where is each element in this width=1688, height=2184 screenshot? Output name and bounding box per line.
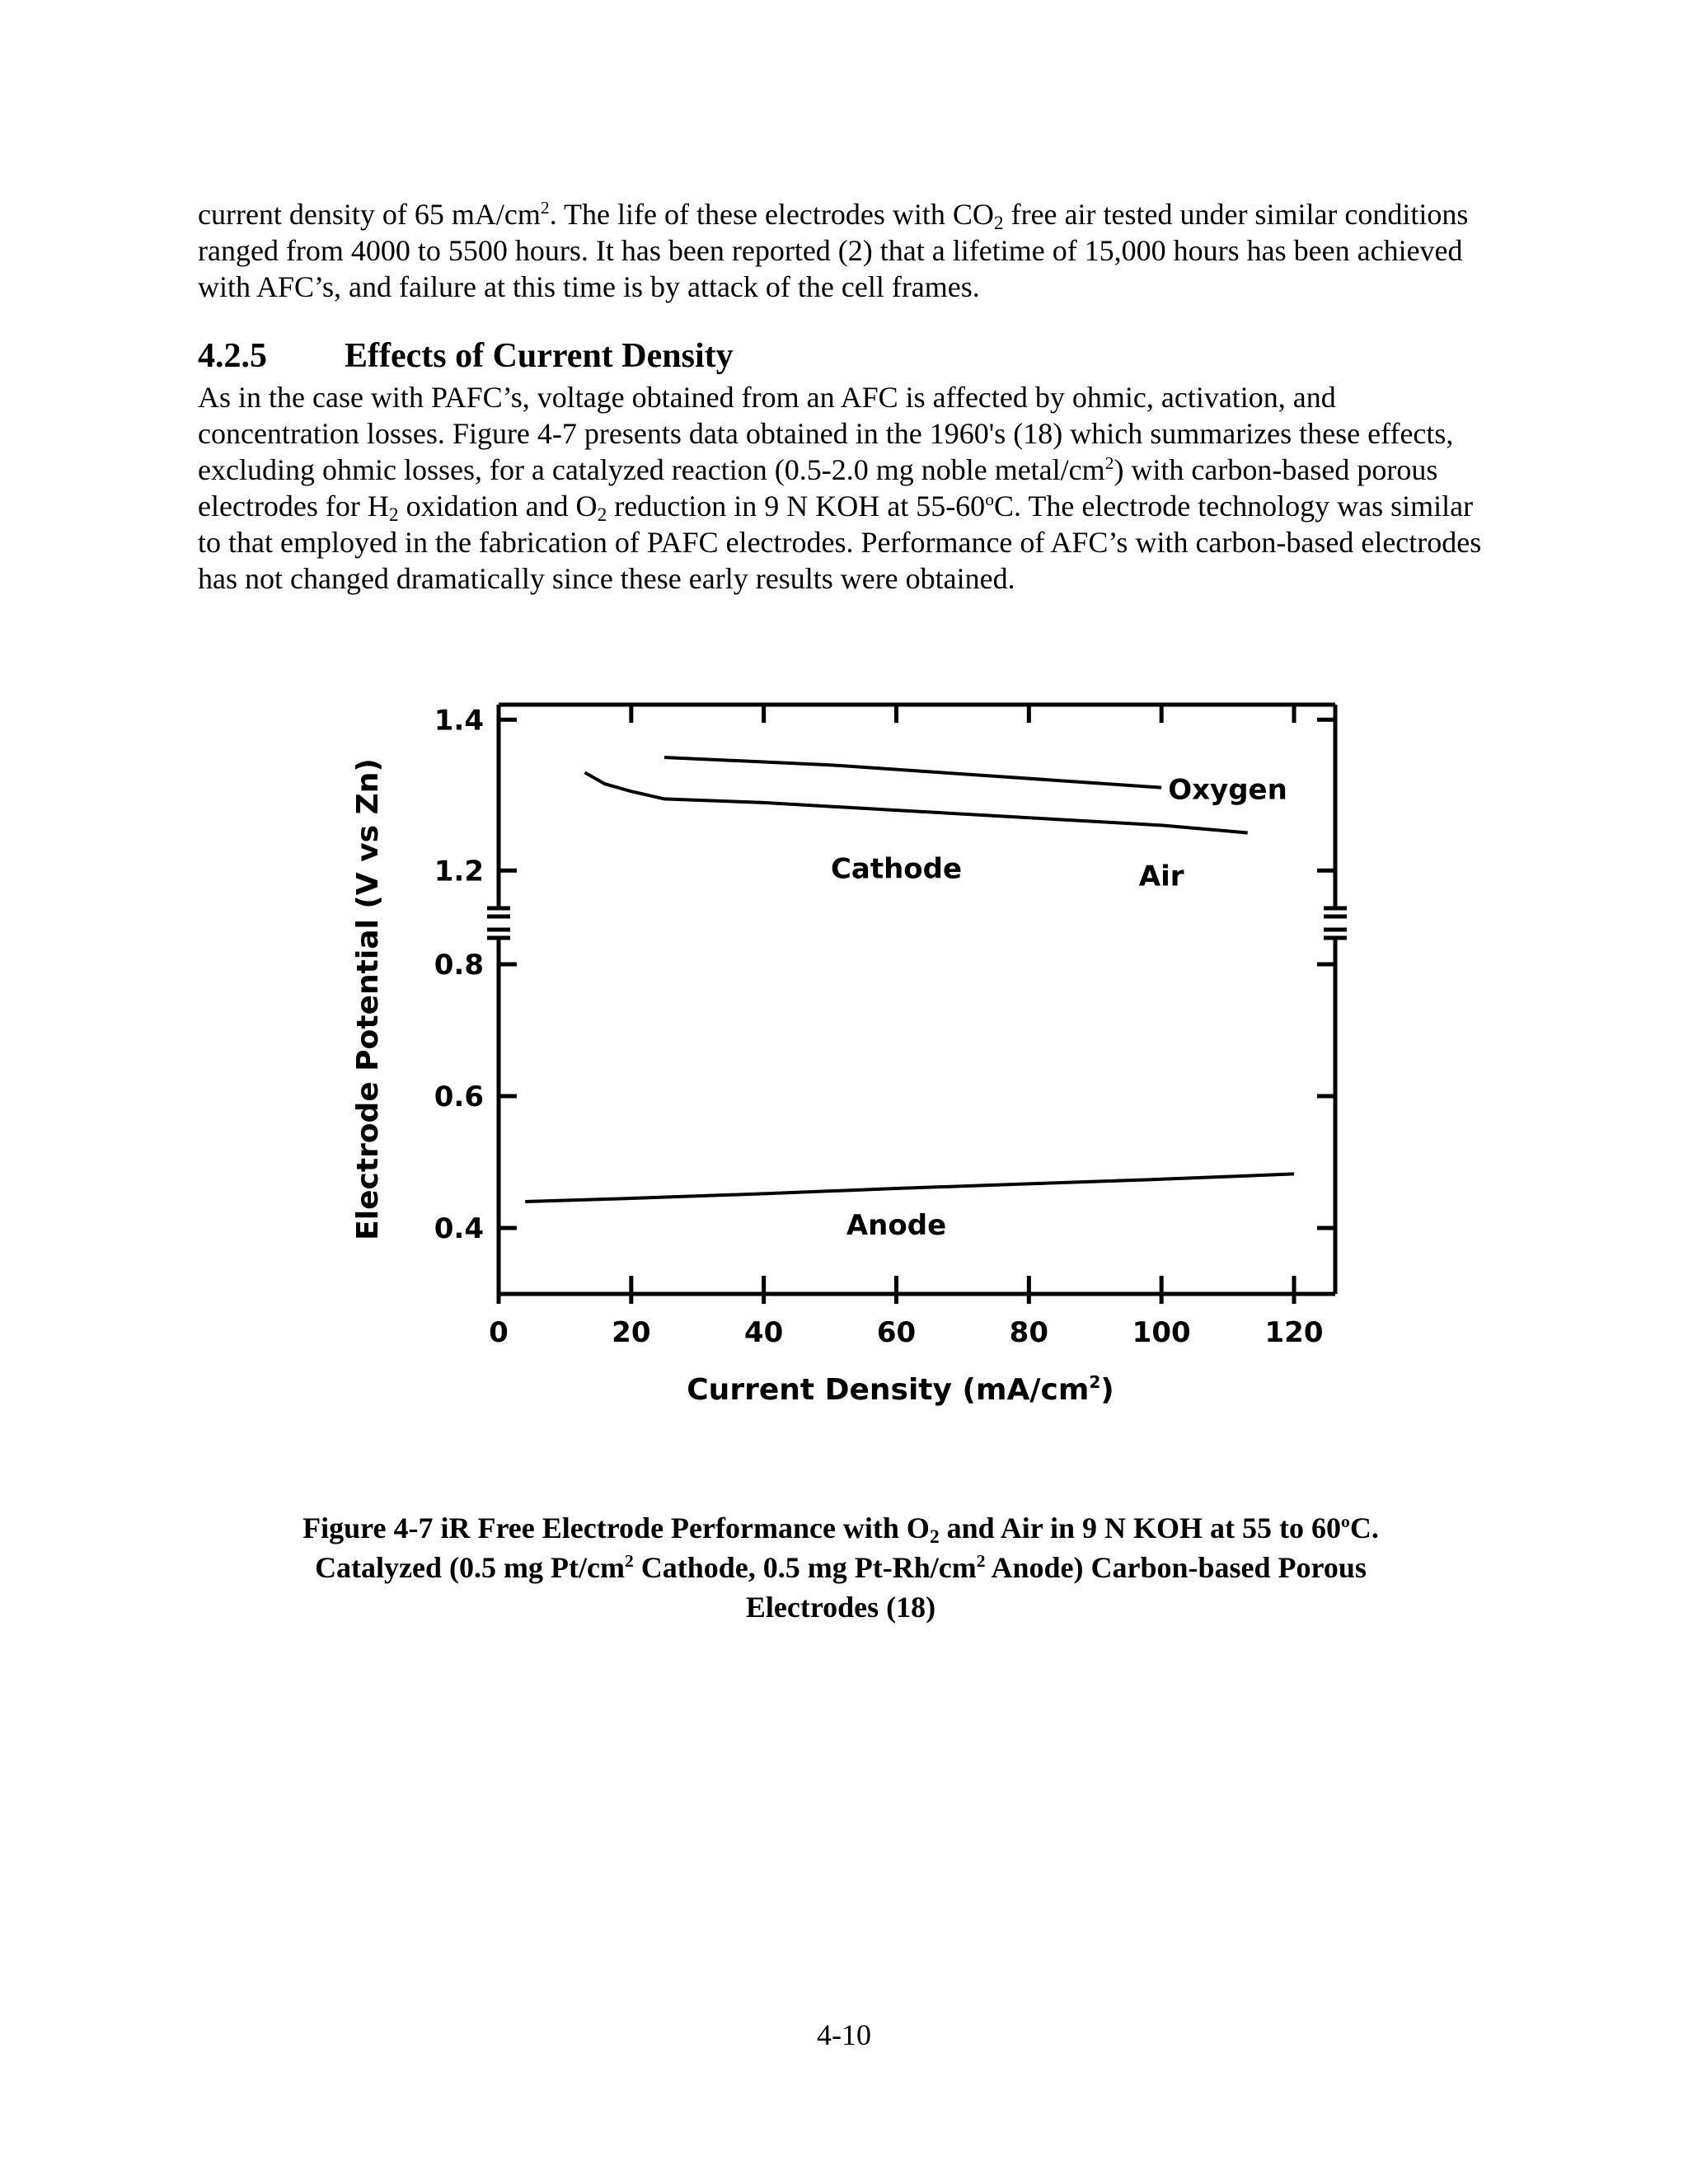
y-axis-label: Electrode Potential (V vs Zn) — [351, 758, 385, 1240]
oxygen-annotation: Oxygen — [1168, 773, 1287, 807]
series-oxygen — [664, 757, 1161, 788]
caption-line-3: Electrodes (18) — [745, 1591, 936, 1624]
x-tick-label: 100 — [1132, 1316, 1191, 1349]
x-tick-label: 40 — [744, 1316, 784, 1349]
section-title: Effects of Current Density — [345, 337, 734, 375]
electrode-performance-chart — [346, 692, 1352, 1409]
section-heading — [198, 335, 734, 377]
anode-annotation: Anode — [846, 1209, 947, 1242]
x-axis-label: Current Density $(mA/cm^2)$ — [687, 1372, 1114, 1407]
air-annotation: Air — [1138, 860, 1184, 893]
series-air — [585, 772, 1248, 832]
page-number: 4-10 — [817, 2018, 871, 2051]
figure-caption — [198, 1508, 1484, 1627]
x-tick-label: 20 — [612, 1316, 651, 1349]
x-tick-label: 0 — [489, 1316, 509, 1349]
x-tick-label: 60 — [876, 1316, 917, 1349]
y-tick-label: 0.8 — [434, 949, 484, 982]
x-tick-label: 120 — [1264, 1316, 1324, 1349]
y-tick-label: 1.4 — [434, 704, 484, 738]
caption-line-1: Figure 4-7 iR Free Electrode Performance with $O_2$ and Air in 9 N KOH at 55 to 60$^o$C. — [302, 1511, 1379, 1548]
y-tick-label: 1.2 — [434, 855, 484, 888]
cathode-annotation: Cathode — [830, 852, 963, 886]
caption-line-2: Catalyzed (0.5 mg $Pt/cm^2$ Cathode, 0.5 mg $Pt-Rh/cm^2$ Anode) Carbon-based Porous — [315, 1551, 1367, 1584]
body-paragraph-2: As in the case with PAFC’s, voltage obtained from an AFC is affected by ohmic, activation, and concentration losses. Figure 4-7 presents data obtained in the 1960's (18) which summarizes these effects, excluding ohmic losses, for a catalyzed reaction (0.5-2.0 mg noble metal/$cm^2$) with carbon-based porous electrodes for $H_2$ oxidation and $O_2$ reduction in 9 N KOH at 55-60$^o$C. The electrode technology was similar to that employed in the fabrication of PAFC electrodes. Performance of AFC’s with carbon-based electrodes has not changed dramatically since these early results were obtained. — [198, 381, 1482, 595]
x-tick-label: 80 — [1009, 1316, 1048, 1349]
body-paragraph-1: current density of 65 $mA/cm^2$. The life of these electrodes with $CO_2$ free air tested under similar conditions ranged from 4000 to 5500 hours. It has been reported (2) that a lifetime of 15,000 hours has been achieved with AFC’s, and failure at this time is by attack of the cell frames. — [198, 198, 1469, 303]
y-tick-label: 0.4 — [434, 1212, 484, 1245]
series-anode — [525, 1174, 1294, 1202]
data-series — [525, 757, 1294, 1202]
y-tick-label: 0.6 — [434, 1080, 484, 1113]
section-number: 4.2.5 — [198, 337, 267, 375]
